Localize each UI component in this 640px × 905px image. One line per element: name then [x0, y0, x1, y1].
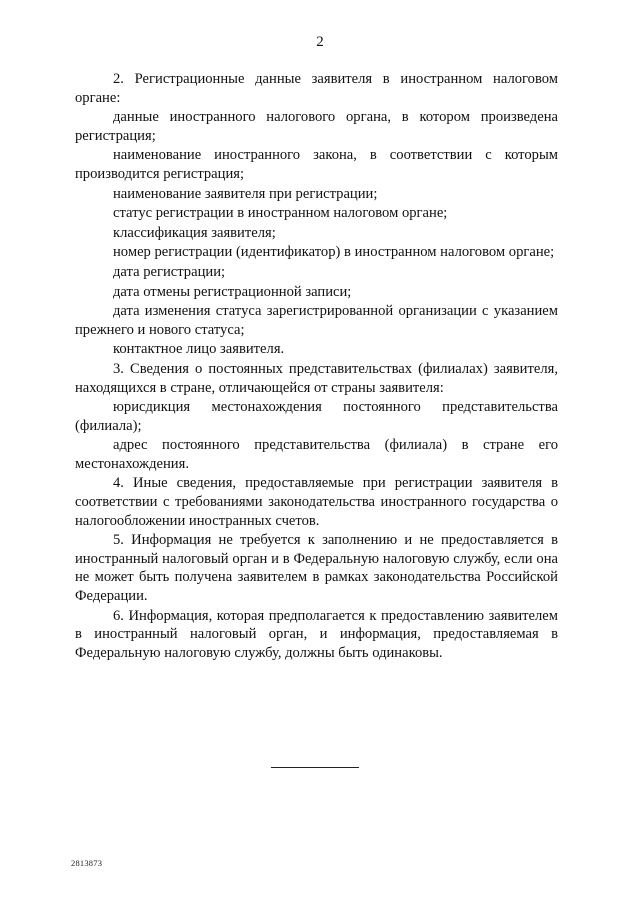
list-item: наименование иностранного закона, в соответствии с которым производится регистрация; — [75, 147, 558, 182]
list-item: адрес постоянного представительства (филиала) в стране его местонахождения. — [75, 437, 558, 472]
list-item: наименование заявителя при регистрации; — [113, 185, 378, 202]
paragraph-section-3: 3. Сведения о постоянных представительствах (филиалах) заявителя, находящихся в стране, отличающейся от страны заявителя: — [75, 360, 558, 396]
paragraph-section-5: 5. Информация не требуется к заполнению и не предоставляется в иностранный налоговый орган и в Федеральную налоговую службу, если она не может быть получена заявителем в рамках законодательства Российской Федерации. — [75, 532, 558, 605]
paragraph-section-6: 6. Информация, которая предполагается к предоставлению заявителем в иностранный налоговый орган, и информация, предоставляемая в Федеральную налоговую службу, должны быть одинаковы. — [75, 607, 558, 661]
list-item: контактное лицо заявителя. — [113, 341, 285, 358]
paragraph-section-4: 4. Иные сведения, предоставляемые при регистрации заявителя в соответствии с требованиями законодательства иностранного государства о налогообложении иностранных счетов. — [75, 475, 558, 529]
end-divider — [271, 767, 359, 768]
list-item: номер регистрации (идентификатор) в иностранном налоговом органе; — [113, 244, 555, 261]
paragraph-section-2: 2. Регистрационные данные заявителя в иностранном налоговом органе: — [75, 71, 558, 106]
list-item: дата изменения статуса зарегистрированной организации с указанием прежнего и нового статуса; — [75, 303, 558, 338]
document-body — [75, 70, 558, 662]
list-item: юрисдикция местонахождения постоянного представительства (филиала); — [75, 399, 558, 434]
document-code: 2813873 — [71, 858, 103, 868]
list-item: статус регистрации в иностранном налоговом органе; — [113, 205, 448, 222]
list-item: дата регистрации; — [113, 263, 226, 280]
list-item: данные иностранного налогового органа, в котором произведена регистрация; — [75, 109, 558, 144]
page-number: 2 — [316, 34, 324, 50]
list-item: классификация заявителя; — [113, 224, 276, 241]
list-item: дата отмены регистрационной записи; — [113, 283, 352, 300]
